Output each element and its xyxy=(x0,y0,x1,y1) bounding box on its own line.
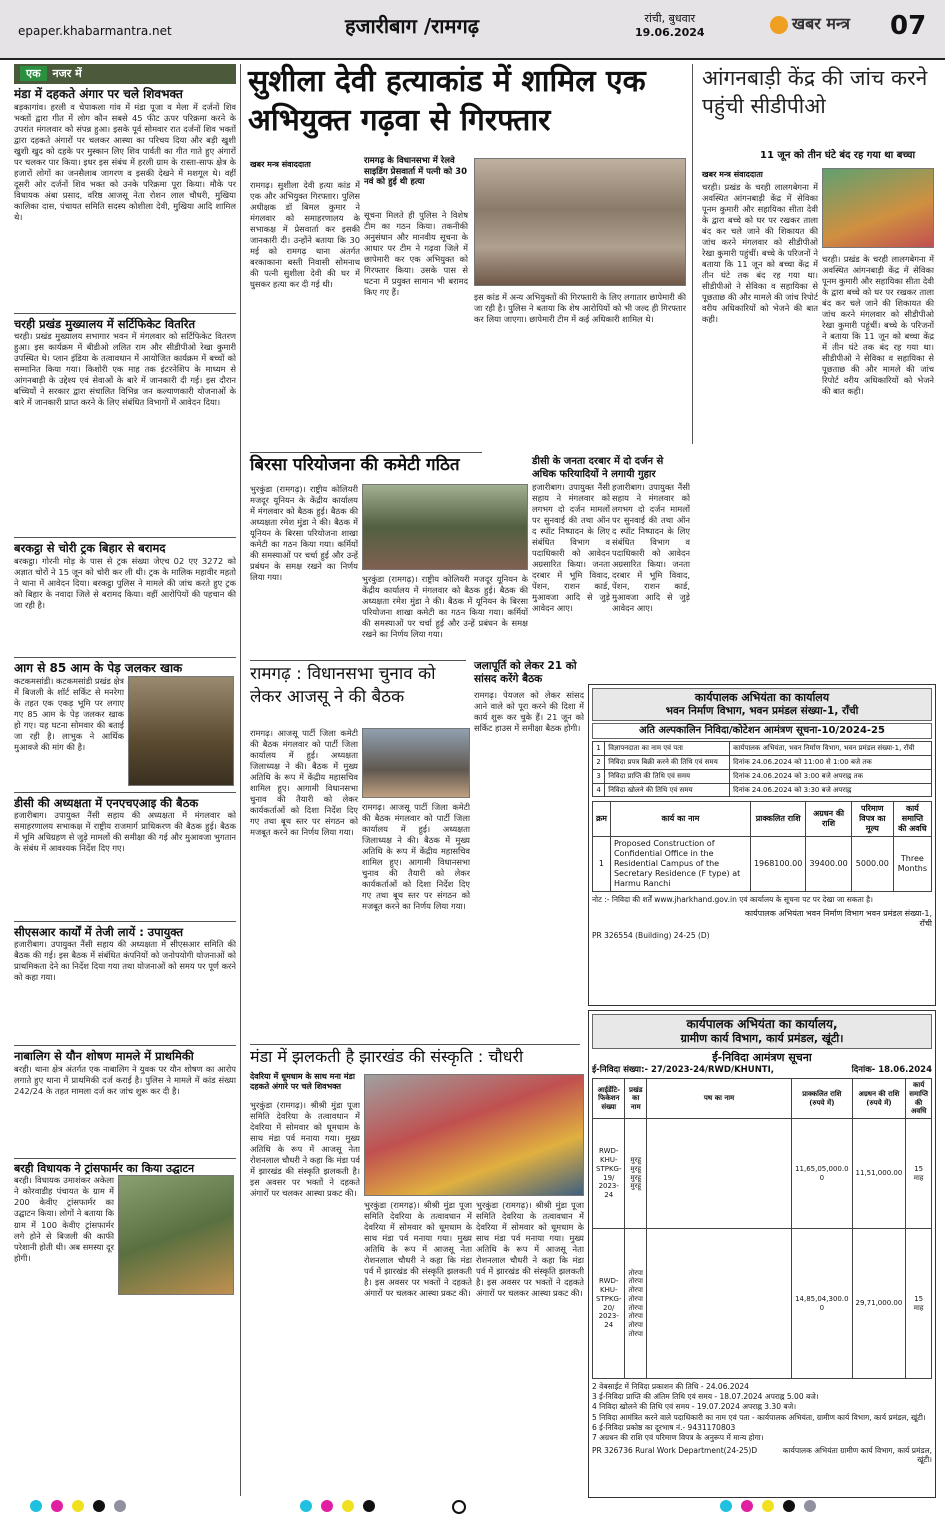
reg-dot xyxy=(30,1500,42,1512)
story-body: हजारीबाग। उपायुक्त नैंसी सहाय की अध्यक्षता में सीएसआर समिति की बैठक की गई। इस बैठक में संबंधित कंपनियों को जनोपयोगी योजनाओं को प्राथमिकता देने का निर्देश दिया गया तथा योजनाओं को समय पर पूर्ण करने को कहा गया। xyxy=(14,939,236,983)
col-header: अग्रधन की राशि (रुपये में) xyxy=(852,1079,906,1119)
reg-dot xyxy=(783,1500,795,1512)
cell: कार्यपालक अभियंता, भवन निर्माण विभाग, भवन प्रमंडल संख्या-1, राँची xyxy=(730,742,932,756)
dc-headline: डीसी के जनता दरबार में दो दर्जन से अधिक फरियादियों ने लगायी गुहार xyxy=(532,456,664,480)
transformer-photo xyxy=(118,1175,234,1295)
story-body: बरही। थाना क्षेत्र अंतर्गत एक नाबालिग ने युवक पर यौन शोषण का आरोप लगाते हुए थाना में प्राथमिकी दर्ज कराई है। पुलिस ने मामले में कांड संख्या 242/24 के तहत मामला दर्ज कर जांच शुरू कर दी है। xyxy=(14,1063,236,1096)
cell: 1 xyxy=(593,837,611,892)
cell: 1 xyxy=(593,742,605,756)
cell: 1968100.00 xyxy=(750,837,805,892)
cell: मुरहू मुरहू मुरहू मुरहू xyxy=(625,1119,646,1229)
main-body: इस कांड में अन्य अभियुक्तों की गिरफ्तारी के लिए लगातार छापेमारी की जा रही है। पुलिस ने बताया कि शेष आरोपियों को भी जल्द ही गिरफ्तार कर लिया जाएगा। छापेमारी टीम में कई अधिकारी शामिल थे। xyxy=(474,292,686,325)
tender2-pr: PR 326736 Rural Work Department(24-25)D xyxy=(592,1445,758,1455)
col-header: पथ का नाम xyxy=(646,1079,791,1119)
col-header: क्रम xyxy=(593,802,611,837)
tender1-sign: कार्यपालक अभियंता भवन निर्माण विभाग भवन प्रमंडल संख्या-1, राँची xyxy=(744,908,932,928)
cell: RWD-KHU-STPKG-20/ 2023-24 xyxy=(593,1229,625,1379)
anganbadi-byline: खबर मन्त्र संवाददाता xyxy=(702,170,763,179)
edition-title: हजारीबाग /रामगढ़ xyxy=(345,14,479,38)
dc-body: हजारीबाग। उपायुक्त नैंसी सहाय ने मंगलवार को लगभग दो दर्जन मामलों पर सुनवाई की तथा ऑन द स्पॉट निष्पादन के लिए संबंधित विभाग व पदाधिकारी को आवेदन अग्रसारित किया। जनता दरबार में भूमि विवाद, पेंशन, राशन कार्ड, मुआवजा आदि से जुड़े आवेदन आए। xyxy=(532,482,610,614)
registration-marks-right xyxy=(720,1500,816,1512)
place-day: रांची, बुधवार xyxy=(644,12,696,25)
cell: तोरपा तोरपा तोरपा तोरपा तोरपा तोरपा तोरपा तोरपा xyxy=(625,1229,646,1379)
cell: दिनांक 24.06.2024 को 3:00 बजे अपराह्न तक xyxy=(730,769,932,783)
tender1-dept: भवन निर्माण विभाग, भवन प्रमंडल संख्या-1, राँची xyxy=(665,704,859,717)
cell: 2 xyxy=(593,756,605,770)
registration-marks-mid xyxy=(300,1500,375,1512)
cell: निविदा प्रपत्र बिक्री करने की तिथि एवं समय xyxy=(605,756,730,770)
manda-headline: मंडा में झलकती है झारखंड की संस्कृति : चौधरी xyxy=(250,1044,580,1068)
edition-date xyxy=(635,12,705,41)
tender1-work-table xyxy=(592,801,932,892)
story-body: हजारीबाग। उपायुक्त नैंसी सहाय की अध्यक्षता में मंगलवार को समाहरणालय सभाकक्ष में राष्ट्रीय राजमार्ग प्राधिकरण की बैठक हुई। बैठक में भूमि अधिग्रहण से जुड़े मामलों की समीक्षा की गई और मुआवजा भुगतान के संबंध में आवश्यक निर्देश दिए गए। xyxy=(14,809,236,853)
tender2-lines: 2 वेबसाईट में निविदा प्रकाशन की तिथि - 24.06.2024 3 ई-निविदा प्राप्ति की अंतिम तिथि एवं समय - 18.07.2024 अपराह्न 5.00 बजे। 4 निविदा खोलने की तिथि एवं समय - 19.07.2024 अपराह्न 3.30 बजे। 5 निविदा आमंत्रित करने वाले पदाधिकारी का नाम एवं पता - कार्यपालक अभियंता, ग्रामीण कार्य विभाग, कार्य प्रमंडल, खूंटी। 6 ई-निविदा प्रकोष्ठ का दूरभाष नं.- 9431170803 7 अग्रधन की राशि एवं परिमाण विपत्र के अनुरूप में मान्य होगा। xyxy=(592,1382,926,1442)
cell: 14,85,04,300.0 0 xyxy=(792,1229,852,1379)
cell: 4 xyxy=(593,783,605,797)
page-number: 07 xyxy=(890,11,927,41)
reg-dot xyxy=(93,1500,105,1512)
page-header xyxy=(0,0,945,60)
manda-body: भुरकुंडा (रामगढ़)। श्रीश्री मुंडा पूजा समिति देवरिया के तत्वावधान में देवरिया में सोमवार को धूमधाम के साथ मंडा पर्व मनाया गया। मुख्य अतिथि के रूप में आजसू नेता रोशनलाल चौधरी ने कहा कि मंडा पर्व में झारखंड की संस्कृति झलकती है। इस अवसर पर भक्तों ने दहकते अंगारों पर चलकर आस्था प्रकट की। xyxy=(250,1100,360,1199)
left-column xyxy=(14,64,236,1496)
story-body: बरकट्ठा। गोरनी मोड़ के पास से ट्रक संख्या जेएच 02 एए 3272 को अज्ञात चोरों ने 15 जून को चोरी कर ली थी। ट्रक के मालिक महावीर महतो ने थाना में आवेदन दिया। बरकट्ठा पुलिस ने मामले की जांच करते हुए ट्रक को बिहार के नवादा जिले से बरामद किया। वहीं आरोपियों की पहचान की जा रही है। xyxy=(14,555,236,610)
brand-name: खबर मन्त्र xyxy=(792,14,850,33)
cell: 3 xyxy=(593,769,605,783)
cell: 11,51,000.00 xyxy=(852,1119,906,1229)
main-kicker: रामगढ़ के विधानसभा में रेलवे साइडिंग प्रेसवार्ता में पत्नी को 30 नवं को हुई थी हत्या xyxy=(364,156,468,188)
birsa-body-2: भुरकुंडा (रामगढ़)। राष्ट्रीय कोलियरी मजदूर यूनियन के केंद्रीय कार्यालय में मंगलवार को बैठक हुई। बैठक की अध्यक्षता रमेश मुंडा ने की। बैठक में यूनियन के बिरसा परियोजना शाखा कमेटी का गठन किया गया। कर्मियों की समस्याओं पर चर्चा हुई और उन्हें प्रबंधन के समक्ष रखने का निर्णय लिया गया। xyxy=(362,574,528,640)
logo-icon xyxy=(770,16,788,34)
col-header: आईडेंटि- फिकेशन संख्या xyxy=(593,1079,625,1119)
tender2-no: ई-निविदा संख्या:- 27/2023-24/RWD/KHUNTI, xyxy=(592,1064,774,1075)
tender1-note: नोट :- निविदा की शर्तें www.jharkhand.gov.in एवं कार्यालय के सूचना पट पर देखा जा सकता है। xyxy=(592,895,873,905)
story-head: सीएसआर कार्यों में तेजी लायें : उपायुक्त xyxy=(14,921,236,939)
reg-dot xyxy=(321,1500,333,1512)
cell: 5000.00 xyxy=(851,837,893,892)
reg-dot xyxy=(804,1500,816,1512)
cell xyxy=(646,1119,791,1229)
reg-dot xyxy=(114,1500,126,1512)
column-divider xyxy=(692,64,693,444)
main-body: रामगढ़। सुशीला देवी हत्या कांड में एक और अभियुक्त गिरफ्तार। पुलिस अधीक्षक डॉ बिमल कुमार ने मंगलवार को समाहरणालय के सभाकक्ष में प्रेसवार्ता कर इसकी जानकारी दी। उन्होंने बताया कि 30 मई को रामगढ़ थाना अंतर्गत बरकाकाना बस्ती निवासी सोमनाथ की पत्नी सुशीला देवी की घर में घुसकर हत्या कर दी गई थी। xyxy=(250,180,360,290)
col-header: प्राक्कलित राशि xyxy=(750,802,805,837)
registration-marks-left xyxy=(30,1500,126,1512)
cell: Three Months xyxy=(893,837,931,892)
anganbadi-headline: आंगनबाड़ी केंद्र की जांच करने पहुंची सीडीपीओ xyxy=(702,66,928,119)
cell: 15 माह xyxy=(906,1119,932,1229)
tender2-office: कार्यपालक अभियंता का कार्यालय, xyxy=(686,1017,838,1031)
birsa-headline: बिरसा परियोजना की कमेटी गठित xyxy=(250,452,482,476)
story-body: चरही। प्रखंड मुख्यालय सभागार भवन में मंगलवार को सर्टिफिकेट वितरण हुआ। इस कार्यक्रम में बीडीओ ललित राम और सीडीपीओ रेखा कुमारी उपस्थित थे। प्लान इंडिया के तत्वावधान में आयोजित कार्यक्रम में बच्चों को सम्मानित किया गया। किशोरी एक माह तक इंटरनेशिप के माध्यम से आंगनबाड़ी के उद्देश्य एवं सेवाओं के बारे में जानकारी दी गई। इस दौरान बच्चियों ने सरकार द्वारा संचालित विभिन्न जन कल्याणकारी योजनाओं के बारे में जानकारी प्राप्त करने के लिए संबंधित विभागों में आवेदन दिया। xyxy=(14,331,236,408)
col-header: कार्य का नाम xyxy=(610,802,750,837)
date: 19.06.2024 xyxy=(635,26,705,40)
manda-body-3: भुरकुंडा (रामगढ़)। श्रीश्री मुंडा पूजा समिति देवरिया के तत्वावधान में देवरिया में सोमवार को धूमधाम के साथ मंडा पर्व मनाया गया। मुख्य अतिथि के रूप में आजसू नेता रोशनलाल चौधरी ने कहा कि मंडा पर्व में झारखंड की संस्कृति झलकती है। इस अवसर पर भक्तों ने दहकते अंगारों पर चलकर आस्था प्रकट की। xyxy=(476,1200,584,1299)
cell: RWD-KHU-STPKG-19/ 2023-24 xyxy=(593,1119,625,1229)
reg-dot xyxy=(762,1500,774,1512)
story-head: चरही प्रखंड मुख्यालय में सर्टिफिकेट वितरित xyxy=(14,313,236,331)
reg-dot xyxy=(741,1500,753,1512)
tender-notice-building xyxy=(588,684,936,1006)
site-url[interactable]: epaper.khabarmantra.net xyxy=(18,24,172,38)
manda-body-2: भुरकुंडा (रामगढ़)। श्रीश्री मुंडा पूजा समिति देवरिया के तत्वावधान में देवरिया में सोमवार को धूमधाम के साथ मंडा पर्व मनाया गया। मुख्य अतिथि के रूप में आजसू नेता रोशनलाल चौधरी ने कहा कि मंडा पर्व में झारखंड की संस्कृति झलकती है। इस अवसर पर भक्तों ने दहकते अंगारों पर चलकर आस्था प्रकट की। xyxy=(364,1200,472,1299)
ajsu-headline: रामगढ़ : विधानसभा चुनाव को लेकर आजसू ने की बैठक xyxy=(250,660,466,709)
tender1-notice: अति अल्पकालिन निविदा/कोटेशन आमंत्रण सूचना-10/2024-25 xyxy=(592,723,932,740)
story-head: बरही विधायक ने ट्रांसफार्मर का किया उद्घाटन xyxy=(14,1158,236,1176)
cell: निविदा खोलने की तिथि एवं समय xyxy=(605,783,730,797)
story-head: नाबालिग से यौन शोषण मामले में प्राथमिकी xyxy=(14,1045,236,1063)
manda-kicker: देवरिया में धूमधाम के साथ मना मंडा दहकते अंगारे पर चले शिवभक्त xyxy=(250,1072,355,1091)
fire-photo xyxy=(128,676,234,786)
crosshair-icon xyxy=(452,1500,466,1514)
story-head: बरकट्ठा से चोरी ट्रक बिहार से बरामद xyxy=(14,537,236,555)
column-divider xyxy=(240,64,241,1496)
dc-body-2: हजारीबाग। उपायुक्त नैंसी सहाय ने मंगलवार को लगभग दो दर्जन मामलों पर सुनवाई की तथा ऑन द स्पॉट निष्पादन के लिए संबंधित विभाग व पदाधिकारी को आवेदन अग्रसारित किया। जनता दरबार में भूमि विवाद, पेंशन, राशन कार्ड, मुआवजा आदि से जुड़े आवेदन आए। xyxy=(612,482,690,614)
tender1-pr: PR 326554 (Building) 24-25 (D) xyxy=(592,930,710,940)
brand-logo xyxy=(770,14,850,34)
tender2-dept: ग्रामीण कार्य विभाग, कार्य प्रमंडल, खूंटी। xyxy=(680,1032,844,1045)
story-head: आग से 85 आम के पेड़ जलकर खाक xyxy=(14,657,236,676)
col-header: प्रखंड का नाम xyxy=(625,1079,646,1119)
jalpuri-headline: जलापूर्ति को लेकर 21 को सांसद करेंगे बैठक xyxy=(474,660,577,686)
cdpo-photo xyxy=(822,168,934,248)
main-body: सूचना मिलते ही पुलिस ने विशेष टीम का गठन किया। तकनीकी अनुसंधान और मानवीय सूचना के आधार पर टीम ने गढ़वा जिले में छापेमारी कर एक अभियुक्त को गिरफ्तार किया। उसके पास से घटना में प्रयुक्त सामान भी बरामद किए गए हैं। xyxy=(364,210,468,298)
cell: Proposed Construction of Confidential Office in the Residential Campus of the Secretary Residence (F type) at Harmu Ranchi xyxy=(610,837,750,892)
tender2-date: दिनांक- 18.06.2024 xyxy=(851,1064,932,1075)
cell xyxy=(646,1229,791,1379)
cell: दिनांक 24.06.2024 को 3:30 बजे अपराह्न xyxy=(730,783,932,797)
birsa-body: भुरकुंडा (रामगढ़)। राष्ट्रीय कोलियरी मजदूर यूनियन के केंद्रीय कार्यालय में मंगलवार को बैठक हुई। बैठक की अध्यक्षता रमेश मुंडा ने की। बैठक में यूनियन के बिरसा परियोजना शाखा कमेटी का गठन किया गया। कर्मियों की समस्याओं पर चर्चा हुई और उन्हें प्रबंधन के समक्ष रखने का निर्णय लिया गया। xyxy=(250,484,358,583)
cell: 15 माह xyxy=(906,1229,932,1379)
reg-dot xyxy=(300,1500,312,1512)
story-body: कटकमसांडी। कटकमसांडी प्रखंड क्षेत्र में बिजली के शॉर्ट सर्किट से मनरेगा के तहत एक एकड़ भूमि पर लगाए गए 85 आम के पेड़ जलकर खाक हो गए। यह घटना सोमवार की बताई जा रही है। लाभुक ने आर्थिक मुआवजे की मांग की है। xyxy=(14,675,124,752)
reg-dot xyxy=(72,1500,84,1512)
reg-dot xyxy=(51,1500,63,1512)
col-header: कार्य समाप्ति की अवधि xyxy=(906,1079,932,1119)
cell: 11,65,05,000.0 0 xyxy=(792,1119,852,1229)
tender2-title: ई-निविदा आमंत्रण सूचना xyxy=(712,1050,812,1064)
reg-dot xyxy=(363,1500,375,1512)
anganbadi-body-2: चरही। प्रखंड के चरही लालगबेगना में अवस्थित आंगनबाड़ी केंद्र में सेविका पूनम कुमारी और सहायिका सीता देवी के द्वारा बच्चे को घर पर रखकर ताला बंद कर चले जाने की शिकायत की जांच करने मंगलवार को सीडीपीओ रेखा कुमारी पहुंचीं। बच्चे के परिजनों ने बताया कि 11 जून को बच्चा केंद्र में तीन घंटे तक बंद रह गया था। सीडीपीओ ने सेविका व सहायिका से पूछताछ की और मामले की जांच रिपोर्ट वरीय अधिकारियों को भेजने की बात कही। xyxy=(822,254,934,397)
main-byline: खबर मन्त्र संवाददाता xyxy=(250,160,311,169)
section-tag: एक नजर में xyxy=(14,64,236,84)
story-head: डीसी की अध्यक्षता में एनएचएआइ की बैठक xyxy=(14,792,236,810)
ajsu-body-2: रामगढ़। आजसू पार्टी जिला कमेटी की बैठक मंगलवार को पार्टी जिला कार्यालय में हुई। अध्यक्षता जिलाध्यक्ष ने की। बैठक में मुख्य अतिथि के रूप में केंद्रीय महासचिव शामिल हुए। आगामी विधानसभा चुनाव की तैयारी को लेकर कार्यकर्ताओं को दिशा निर्देश दिए गए तथा बूथ स्तर पर संगठन को मजबूत करने का निर्णय लिया गया। xyxy=(362,802,470,912)
col-header: कार्य समाप्ति की अवधि xyxy=(893,802,931,837)
jalpuri-body: रामगढ़। पेयजल को लेकर सांसद आने वाले को पूरा करने की दिशा में कार्य शुरू कर चुके हैं। 21 जून को सर्किट हाउस में समीक्षा बैठक होगी। xyxy=(474,690,584,734)
col-header: प्राक्कलित राशि (रुपये में) xyxy=(792,1079,852,1119)
manda-photo xyxy=(364,1074,584,1196)
story-head: मंडा में दहकते अंगार पर चले शिवभक्त xyxy=(14,86,183,101)
col-header: परिमाण विपत्र का मूल्य xyxy=(851,802,893,837)
reg-dot xyxy=(720,1500,732,1512)
birsa-photo xyxy=(362,484,528,570)
anganbadi-sub: 11 जून को तीन घंटे बंद रह गया था बच्चा xyxy=(760,150,916,161)
cell: दिनांक 24.06.2024 को 11:00 से 1:00 बजे तक xyxy=(730,756,932,770)
cell: निविदा प्राप्ति की तिथि एवं समय xyxy=(605,769,730,783)
anganbadi-body: चरही। प्रखंड के चरही लालगबेगना में अवस्थित आंगनबाड़ी केंद्र में सेविका पूनम कुमारी और सहायिका सीता देवी के द्वारा बच्चे को घर पर रखकर ताला बंद कर चले जाने की शिकायत की जांच करने मंगलवार को सीडीपीओ रेखा कुमारी पहुंचीं। बच्चे के परिजनों ने बताया कि 11 जून को बच्चा केंद्र में तीन घंटे तक बंद रह गया था। सीडीपीओ ने सेविका व सहायिका से पूछताछ की और मामले की जांच रिपोर्ट वरीय अधिकारियों को भेजने की बात कही। xyxy=(702,182,818,325)
ajsu-photo xyxy=(362,728,470,798)
col-header: अग्रधन की राशि xyxy=(806,802,852,837)
tender2-sign: कार्यपालक अभियंता ग्रामीण कार्य विभाग, कार्य प्रमंडल, खूंटी। xyxy=(782,1445,932,1465)
tender1-office: कार्यपालक अभियंता का कार्यालय xyxy=(694,691,830,704)
tender2-table xyxy=(592,1078,932,1379)
main-headline: सुशीला देवी हत्याकांड में शामिल एक अभियुक्त गढ़वा से गिरफ्तार xyxy=(248,64,646,138)
cell: विज्ञापनदाता का नाम एवं पता xyxy=(605,742,730,756)
story-body: बड़कागांव। हरली व चेपाकला गांव में मंडा पूजा व मेला में दर्जनों शिव भक्तों द्वारा गीत में लोग कौन सबसे 45 फीट ऊपर परिक्रमा करने के उपरांत मंगलवार को संपन्न हुआ। इसके पूर्व सोमवार रात दर्जनों शिव भक्तों द्वारा दहकते अंगारों पर चलकर आस्था का परिचय दिया और बड़ी खुशी खुशी खुद को दहके पर मुस्कान लिए शिव पार्वती का गीत गाते हुए अंगारों पर चलकर पार किया। इधर इस संबंध में हरली ग्राम के रास्ता-साफ क्षेत्र के हजारों लोगों का जनसैलाब जागरण व इसकी देखने में मशगूल थे। वहीं दूसरी ओर दर्जनों शिव भक्त को उनके परिक्रमा पूरा किया। मौके पर विधायक अंबा प्रसाद, वरिष्ठ आजसू नेता रोशन लाल चौधरी, मुखिया कालिका दास, पंचायत समिति सदस्य कोशीला देवी, मुखिया आदि शामिल थे। xyxy=(14,101,236,223)
reg-dot xyxy=(342,1500,354,1512)
ajsu-body: रामगढ़। आजसू पार्टी जिला कमेटी की बैठक मंगलवार को पार्टी जिला कार्यालय में हुई। अध्यक्षता जिलाध्यक्ष ने की। बैठक में मुख्य अतिथि के रूप में केंद्रीय महासचिव शामिल हुए। आगामी विधानसभा चुनाव की तैयारी को लेकर कार्यकर्ताओं को दिशा निर्देश दिए गए तथा बूथ स्तर पर संगठन को मजबूत करने का निर्णय लिया गया। xyxy=(250,728,358,838)
press-conference-photo xyxy=(474,158,686,286)
story-body: बरही। विधायक उमाशंकर अकेला ने कोरवाडीह पंचायत के ग्राम में 200 केवीए ट्रांसफार्मर का उद्घाटन किया। लोगों ने बताया कि ग्राम में 100 केवीए ट्रांसफार्मर लगे होने से बिजली की काफी परेशानी होती थी। अब समस्या दूर होगी। xyxy=(14,1175,114,1263)
cell: 29,71,000.00 xyxy=(852,1229,906,1379)
tender-notice-rural xyxy=(588,1010,936,1498)
tender1-details xyxy=(592,741,932,797)
cell: 39400.00 xyxy=(806,837,852,892)
